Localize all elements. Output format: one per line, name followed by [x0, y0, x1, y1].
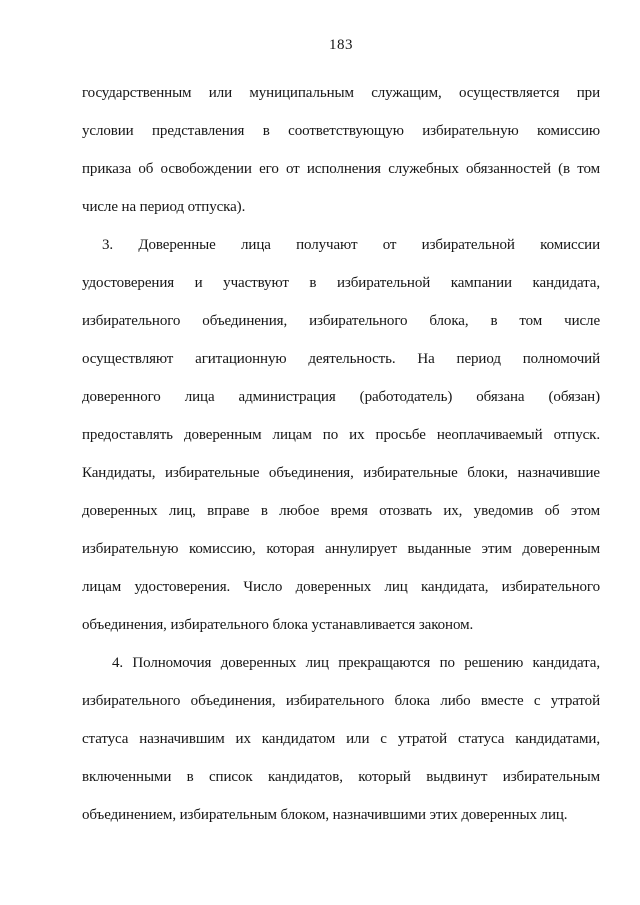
text-line: числе на период отпуска).: [82, 199, 246, 215]
text-line: приказа об освобождении его от исполнения служебных обязанностей (в том: [82, 161, 600, 177]
text-line: Кандидаты, избирательные объединения, избирательные блоки, назначившие: [82, 465, 600, 481]
page-number: 183: [329, 37, 353, 53]
page-body: [82, 74, 600, 834]
text-line: избирательного объединения, избирательного блока, в том числе: [82, 313, 600, 329]
text-line: осуществляют агитационную деятельность. На период полномочий: [82, 351, 600, 367]
paragraph-3: [82, 226, 600, 644]
text-line: доверенных лиц, вправе в любое время отозвать их, уведомив об этом: [82, 503, 600, 519]
text-column: [82, 0, 600, 834]
text-line: избирательного объединения, избирательного блока либо вместе с утратой: [82, 693, 600, 709]
text-line: государственным или муниципальным служащим, осуществляется при: [82, 85, 600, 101]
text-line: статуса назначившим их кандидатом или с утратой статуса кандидатами,: [82, 731, 600, 747]
paragraph-continuation: [82, 74, 600, 226]
text-line: избирательную комиссию, которая аннулирует выданные этим доверенным: [82, 541, 600, 557]
text-line: 4. Полномочия доверенных лиц прекращаются по решению кандидата,: [112, 655, 600, 671]
text-line: объединения, избирательного блока устанавливается законом.: [82, 617, 474, 633]
text-line: объединением, избирательным блоком, назначившими этих доверенных лиц.: [82, 807, 568, 823]
text-line: предоставлять доверенным лицам по их просьбе неоплачиваемый отпуск.: [82, 427, 600, 443]
text-line: 3. Доверенные лица получают от избирательной комиссии: [102, 237, 600, 253]
text-line: включенными в список кандидатов, который выдвинут избирательным: [82, 769, 600, 785]
text-line: доверенного лица администрация (работодатель) обязана (обязан): [82, 389, 600, 405]
text-line: лицам удостоверения. Число доверенных лиц кандидата, избирательного: [82, 579, 600, 595]
text-line: удостоверения и участвуют в избирательной кампании кандидата,: [82, 275, 600, 291]
paragraph-4: [82, 644, 600, 834]
text-line: условии представления в соответствующую избирательную комиссию: [82, 123, 600, 139]
